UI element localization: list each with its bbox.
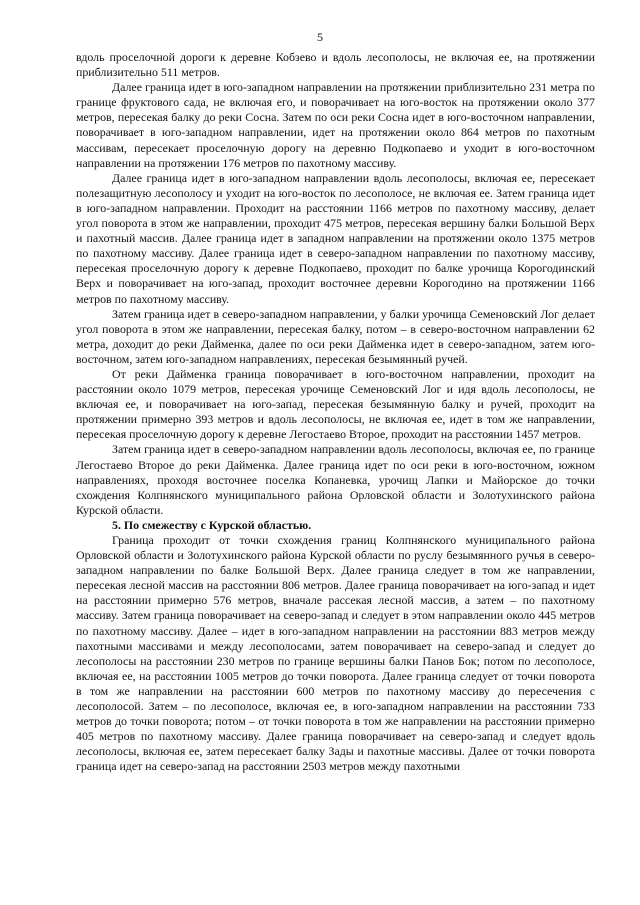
paragraph: От реки Дайменка граница поворачивает в юго-восточном направлении, проходит на расстоянии около 1079 метров, пересекая урочище Семеновский Лог и идя вдоль лесополосы, не включая ее, и поворачивает на юго-запад, пересекая безымянную балку и ручей, проходит на протяжении примерно 393 метров и вдоль лесополосы, не включая ее, идет в том же направлении, пересекая проселочную дорогу к деревне Легостаево Второе, проходит на расстоянии 1457 метров.	[76, 366, 595, 442]
paragraph: Затем граница идет в северо-западном направлении, у балки урочища Семеновский Лог делает угол поворота в этом же направлении, пересекая балку, потом – в северо-восточном направлении 62 метра, доходит до реки Дайменка, далее по оси реки Дайменка идет в северо-западном, затем юго-восточном, затем юго-западном направлениях, пересекая безымянный ручей.	[76, 306, 595, 366]
paragraph: Далее граница идет в юго-западном направлении на протяжении приблизительно 231 метра по границе фруктового сада, не включая его, и поворачивает на юго-восток на протяжении около 377 метров, пересекая балку до реки Сосна. Затем по оси реки Сосна идет в юго-восточном направлении, поворачивает в юго-западном направлении, идет на протяжении около 864 метров по пахотным массивам, пересекает проселочную дорогу на деревню Подкопаево и уходит в юго-восточном направлении на протяжении 176 метров по пахотному массиву.	[76, 80, 595, 170]
paragraph: Далее граница идет в юго-западном направлении вдоль лесополосы, включая ее, пересекает полезащитную лесополосу и уходит на юго-восток по лесополосе, не включая ее. Затем граница идет в юго-западном направлении. Проходит на расстоянии 1166 метров по пахотному массиву, делает угол поворота в этом же направлении, проходит 475 метров, пересекая вершину балки Большой Верх и пахотный массив. Далее граница идет в западном направлении на протяжении около 1375 метров по пахотному массиву. Далее граница идет в северо-западном направлении по пахотному массиву, пересекая проселочную дорогу к деревне Подкопаево, проходит по балке урочища Корогодинский Верх и поворачивает на юго-запад, проходит восточнее деревни Корогодино на протяжении 1166 метров по пахотному массиву.	[76, 170, 595, 306]
paragraph: Затем граница идет в северо-западном направлении вдоль лесополосы, включая ее, по границе Легостаево Второе до реки Дайменка. Далее граница идет по оси реки в юго-восточном, южном направлениях, проходя восточнее поселка Копаневка, урочищ Лапки и Майорское до точки схождения Колпнянского муниципального района Орловской области и Золотухинского района Курской области.	[76, 442, 595, 517]
section-heading: 5. По смежеству с Курской областью.	[112, 517, 312, 532]
page-number: 5	[317, 30, 323, 44]
document-body	[76, 50, 595, 775]
paragraph-continuation: вдоль проселочной дороги к деревне Кобзево и вдоль лесополосы, не включая ее, на протяжении приблизительно 511 метров.	[76, 50, 595, 80]
section-paragraph: Граница проходит от точки схождения границ Колпнянского муниципального района Орловской области и Золотухинского района Курской области по руслу безымянного ручья в северо-западном направлении по балке Большой Верх. Далее граница следует в том же направлении, пересекая лесной массив на расстоянии 806 метров. Далее граница поворачивает на юго-запад и идет на расстоянии примерно 576 метров, вначале рассекая лесной массив, а затем – по пахотному массиву. Затем граница поворачивает на северо-запад и следует в этом направлении около 445 метров по пахотному массиву. Далее – идет в юго-западном направлении на расстоянии 883 метров между пахотными массивами и между лесополосами, затем поворачивает на северо-запад и следует до лесополосы на расстоянии 230 метров по границе вершины балки Панов Бок; потом по лесополосе, включая ее, на расстоянии 1005 метров до точки поворота. Далее граница следует от точки поворота в том же направлении на расстоянии 600 метров по пахотному массиву до пересечения с лесополосой. Затем – по лесополосе, включая ее, в юго-западном направлении на расстоянии 733 метров до точки поворота; потом – от точки поворота в том же направлении на расстоянии примерно 405 метров по пахотному массиву. Далее граница поворачивает на северо-запад и следует вдоль лесополосы, включая ее, затем пересекает балку Зады и пахотные массивы. Далее от точки поворота граница идет на северо-запад на расстоянии 2503 метров между пахотными	[76, 533, 595, 774]
